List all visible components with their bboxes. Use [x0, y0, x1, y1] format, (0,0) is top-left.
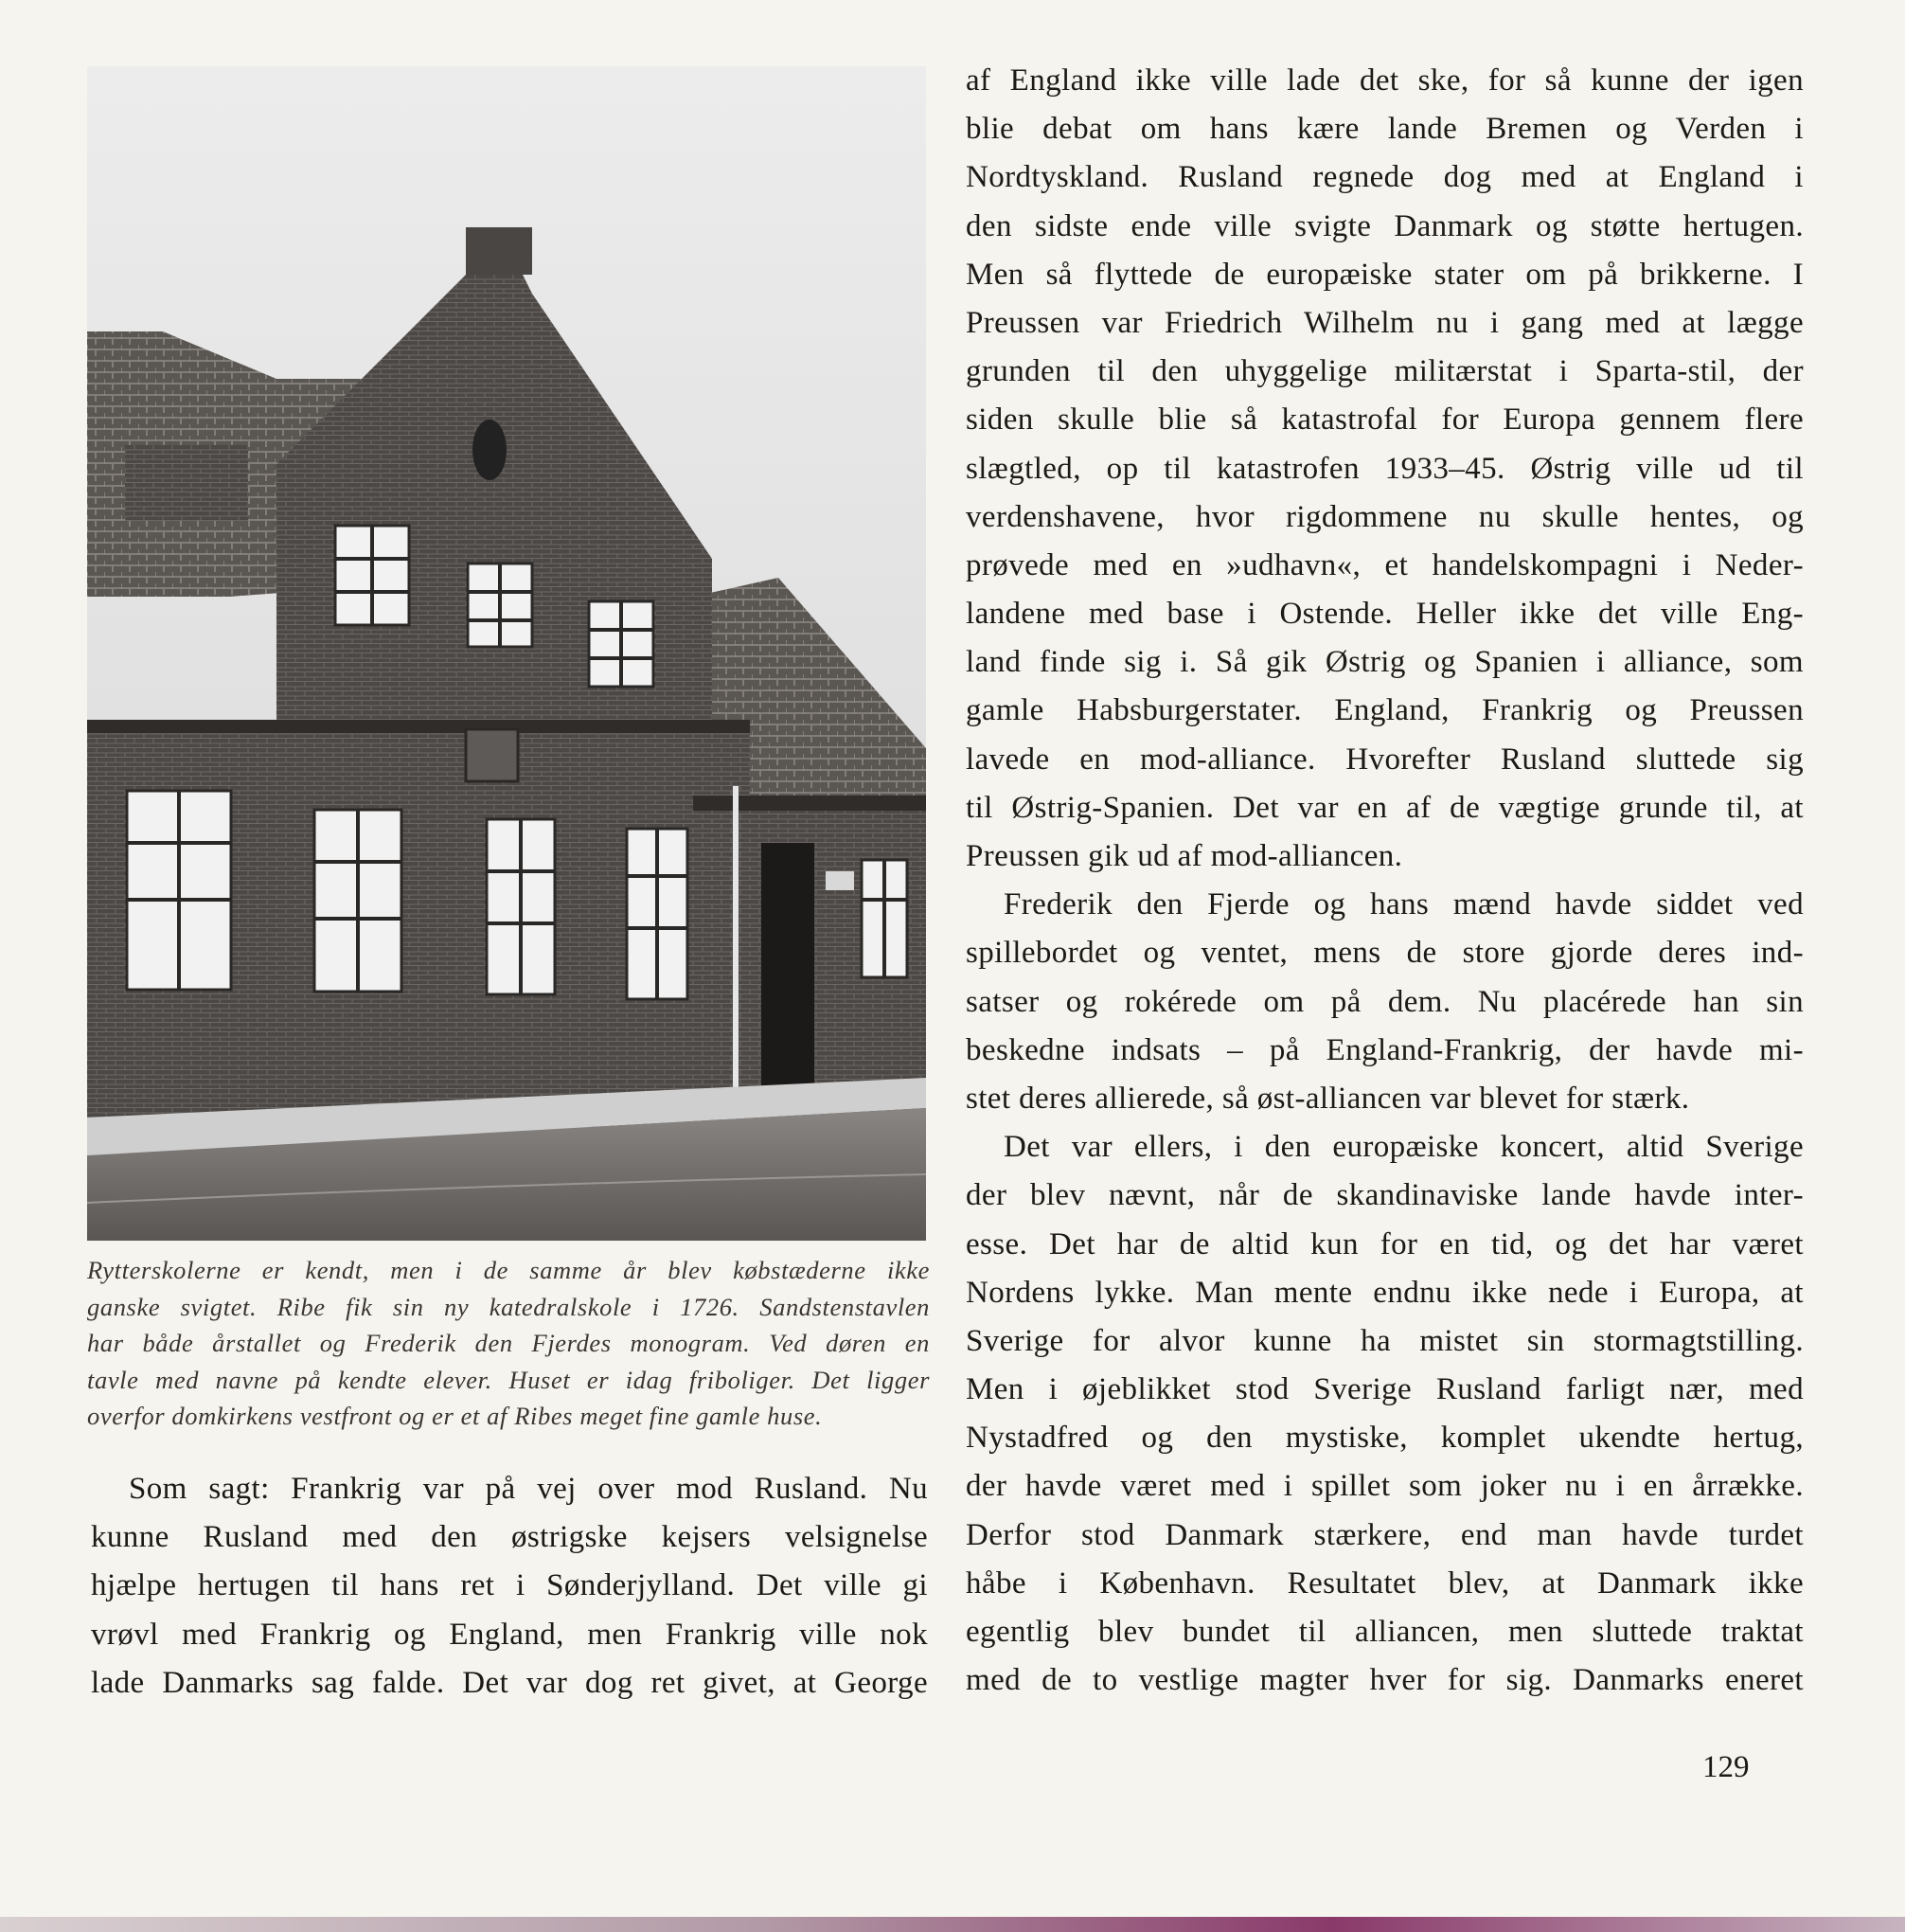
text-line: der havde været med i spillet som joker nu i en årrække. — [966, 1469, 1804, 1504]
schoolhouse-illustration — [87, 66, 926, 1241]
text-line: Preussen gik ud af mod-alliancen. — [966, 839, 1403, 873]
text-line: Sverige for alvor kunne ha mistet sin stormagtstilling. — [966, 1323, 1804, 1358]
text-line: Preussen var Friedrich Wilhelm nu i gang med at lægge — [966, 305, 1804, 340]
text-line: land finde sig i. Så gik Østrig og Spanien i alliance, som — [966, 645, 1804, 680]
right-column-text — [966, 57, 1804, 1705]
text-line: beskedne indsats – på England-Frankrig, der havde mi- — [966, 1032, 1804, 1067]
text-line: grunden til den uhyggelige militærstat i Sparta-stil, der — [966, 354, 1804, 389]
text-line: med de to vestlige magter hver for sig. Danmarks eneret — [966, 1663, 1804, 1698]
text-line: lade Danmarks sag falde. Det var dog ret givet, at George — [91, 1665, 928, 1700]
text-line: stet deres allierede, så øst-alliancen var blevet for stærk. — [966, 1081, 1690, 1116]
page-number: 129 — [1702, 1750, 1750, 1784]
text-line: Derfor stod Danmark stærkere, end man havde turdet — [966, 1517, 1804, 1552]
text-line: verdenshavene, hvor rigdommene nu skulle hentes, og — [966, 499, 1804, 534]
text-line: vrøvl med Frankrig og England, men Frankrig ville nok — [91, 1617, 928, 1652]
page-edge — [0, 1917, 1905, 1932]
text-line: prøvede med en »udhavn«, et handelskompagni i Neder- — [966, 547, 1804, 582]
text-line: håbe i København. Resultatet blev, at Danmark ikke — [966, 1565, 1804, 1601]
text-line: af England ikke ville lade det ske, for så kunne der igen — [966, 63, 1804, 98]
text-line: Det var ellers, i den europæiske koncert, altid Sverige — [1004, 1130, 1804, 1165]
caption-line: har både årstallet og Frederik den Fjerdes monogram. Ved døren en — [87, 1329, 930, 1357]
text-line: kunne Rusland med den østrigske kejsers velsignelse — [91, 1520, 928, 1555]
text-line: hjælpe hertugen til hans ret i Sønderjylland. Det ville gi — [91, 1568, 928, 1603]
text-line: esse. Det har de altid kun for en tid, og det har været — [966, 1226, 1804, 1261]
text-line: Nordens lykke. Man mente endnu ikke nede i Europa, at — [966, 1275, 1804, 1310]
text-line: lavede en mod-alliance. Hvorefter Rusland sluttede sig — [966, 742, 1804, 777]
text-line: den sidste ende ville svigte Danmark og støtte hertugen. — [966, 208, 1804, 243]
text-line: til Østrig-Spanien. Det var en af de vægtige grunde til, at — [966, 790, 1804, 825]
text-line: Nystadfred og den mystiske, komplet ukendte hertug, — [966, 1421, 1804, 1456]
text-line: spillebordet og ventet, mens de store gjorde deres ind- — [966, 936, 1804, 971]
text-line: Nordtyskland. Rusland regnede dog med at England i — [966, 160, 1804, 195]
text-line: Frederik den Fjerde og hans mænd havde siddet ved — [1004, 887, 1804, 922]
text-line: egentlig blev bundet til alliancen, men sluttede traktat — [966, 1615, 1804, 1649]
caption-line: tavle med navne på kendte elever. Huset er idag friboliger. Det ligger — [87, 1365, 930, 1394]
text-line: der blev nævnt, når de skandinaviske lande havde inter- — [966, 1178, 1804, 1213]
caption-line: overfor domkirkens vestfront og er et af Ribes meget fine gamle huse. — [87, 1402, 823, 1430]
text-line: Men i øjeblikket stod Sverige Rusland farligt nær, med — [966, 1372, 1804, 1407]
text-line: landene med base i Ostende. Heller ikke det ville Eng- — [966, 597, 1804, 632]
text-line: gamle Habsburgerstater. England, Frankrig og Preussen — [966, 693, 1804, 728]
text-line: satser og rokérede om på dem. Nu placérede han sin — [966, 984, 1804, 1019]
left-column-text — [91, 1465, 928, 1708]
schoolhouse-photo — [87, 66, 926, 1241]
text-line: siden skulle blie så katastrofal for Europa gennem flere — [966, 402, 1804, 438]
caption-line: Rytterskolerne er kendt, men i de samme år blev købstæderne ikke — [87, 1256, 930, 1284]
text-line: blie debat om hans kære lande Bremen og Verden i — [966, 112, 1804, 147]
text-line: Som sagt: Frankrig var på vej over mod Rusland. Nu — [129, 1472, 928, 1506]
photo-caption — [87, 1252, 930, 1435]
text-line: slægtled, op til katastrofen 1933–45. Østrig ville ud til — [966, 451, 1804, 486]
text-line: Men så flyttede de europæiske stater om på brikkerne. I — [966, 257, 1804, 292]
caption-line: ganske svigtet. Ribe fik sin ny katedralskole i 1726. Sandstenstavlen — [87, 1292, 930, 1321]
